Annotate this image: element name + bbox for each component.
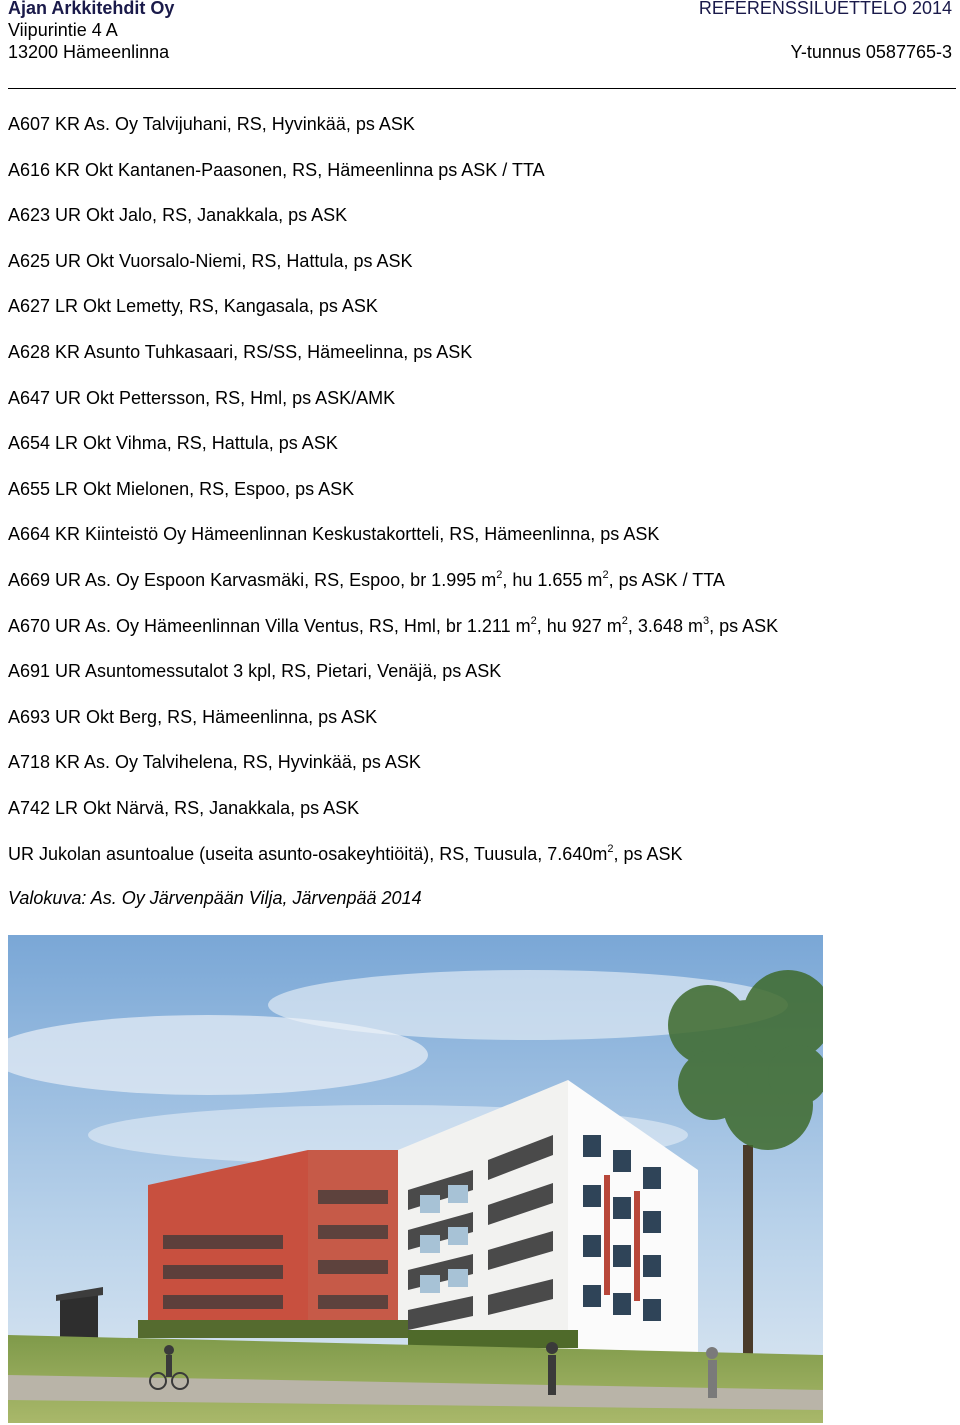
reference-item: A691 UR Asuntomessutalot 3 kpl, RS, Pietari, Venäjä, ps ASK [8,661,502,682]
reference-item: A693 UR Okt Berg, RS, Hämeenlinna, ps ASK [8,706,378,727]
reference-item: A616 KR Okt Kantanen-Paasonen, RS, Hämeenlinna ps ASK / TTA [8,159,545,180]
page-header [0,0,960,90]
company-street-address: Viipurintie 4 A [8,20,118,40]
reference-item: A664 KR Kiinteistö Oy Hämeenlinnan Keskustakortteli, RS, Hämeenlinna, ps ASK [8,524,660,545]
company-postal-city: 13200 Hämeenlinna [8,42,170,62]
reference-list [8,112,948,887]
reference-item: A647 UR Okt Pettersson, RS, Hml, ps ASK/AMK [8,387,396,408]
company-name: Ajan Arkkitehdit Oy [8,0,175,18]
reference-item: A669 UR As. Oy Espoon Karvasmäki, RS, Espoo, br 1.995 $m^2$, hu 1.655 $m^2$, ps ASK / TTA [8,568,725,590]
building-rendering-image [8,935,823,1423]
reference-item: A607 KR As. Oy Talvijuhani, RS, Hyvinkää, ps ASK [8,114,415,134]
header-divider [8,88,956,89]
reference-item: A655 LR Okt Mielonen, RS, Espoo, ps ASK [8,478,355,499]
document-title: REFERENSSILUETTELO 2014 [698,0,952,18]
reference-item: A742 LR Okt Närvä, RS, Janakkala, ps ASK [8,797,360,818]
reference-item: A670 UR As. Oy Hämeenlinnan Villa Ventus, RS, Hml, br 1.211 $m^2$, hu 927 $m^2$, 3.648 $m^3$, ps ASK [8,614,779,636]
business-id: Y-tunnus 0587765-3 [790,42,952,62]
reference-item: A628 KR Asunto Tuhkasaari, RS/SS, Hämeelinna, ps ASK [8,341,473,362]
reference-item: A625 UR Okt Vuorsalo-Niemi, RS, Hattula, ps ASK [8,250,413,271]
reference-item: A654 LR Okt Vihma, RS, Hattula, ps ASK [8,433,338,454]
reference-item: UR Jukolan asuntoalue (useita asunto-osakeyhtiöitä), RS, Tuusula, $7.640m^2$, ps ASK [8,842,683,864]
reference-item: A627 LR Okt Lemetty, RS, Kangasala, ps ASK [8,296,378,317]
reference-item: A718 KR As. Oy Talvihelena, RS, Hyvinkää, ps ASK [8,752,421,773]
photo-caption: Valokuva: As. Oy Järvenpään Vilja, Järvenpää 2014 [8,888,422,908]
reference-item: A623 UR Okt Jalo, RS, Janakkala, ps ASK [8,205,348,226]
shed [60,1295,98,1340]
